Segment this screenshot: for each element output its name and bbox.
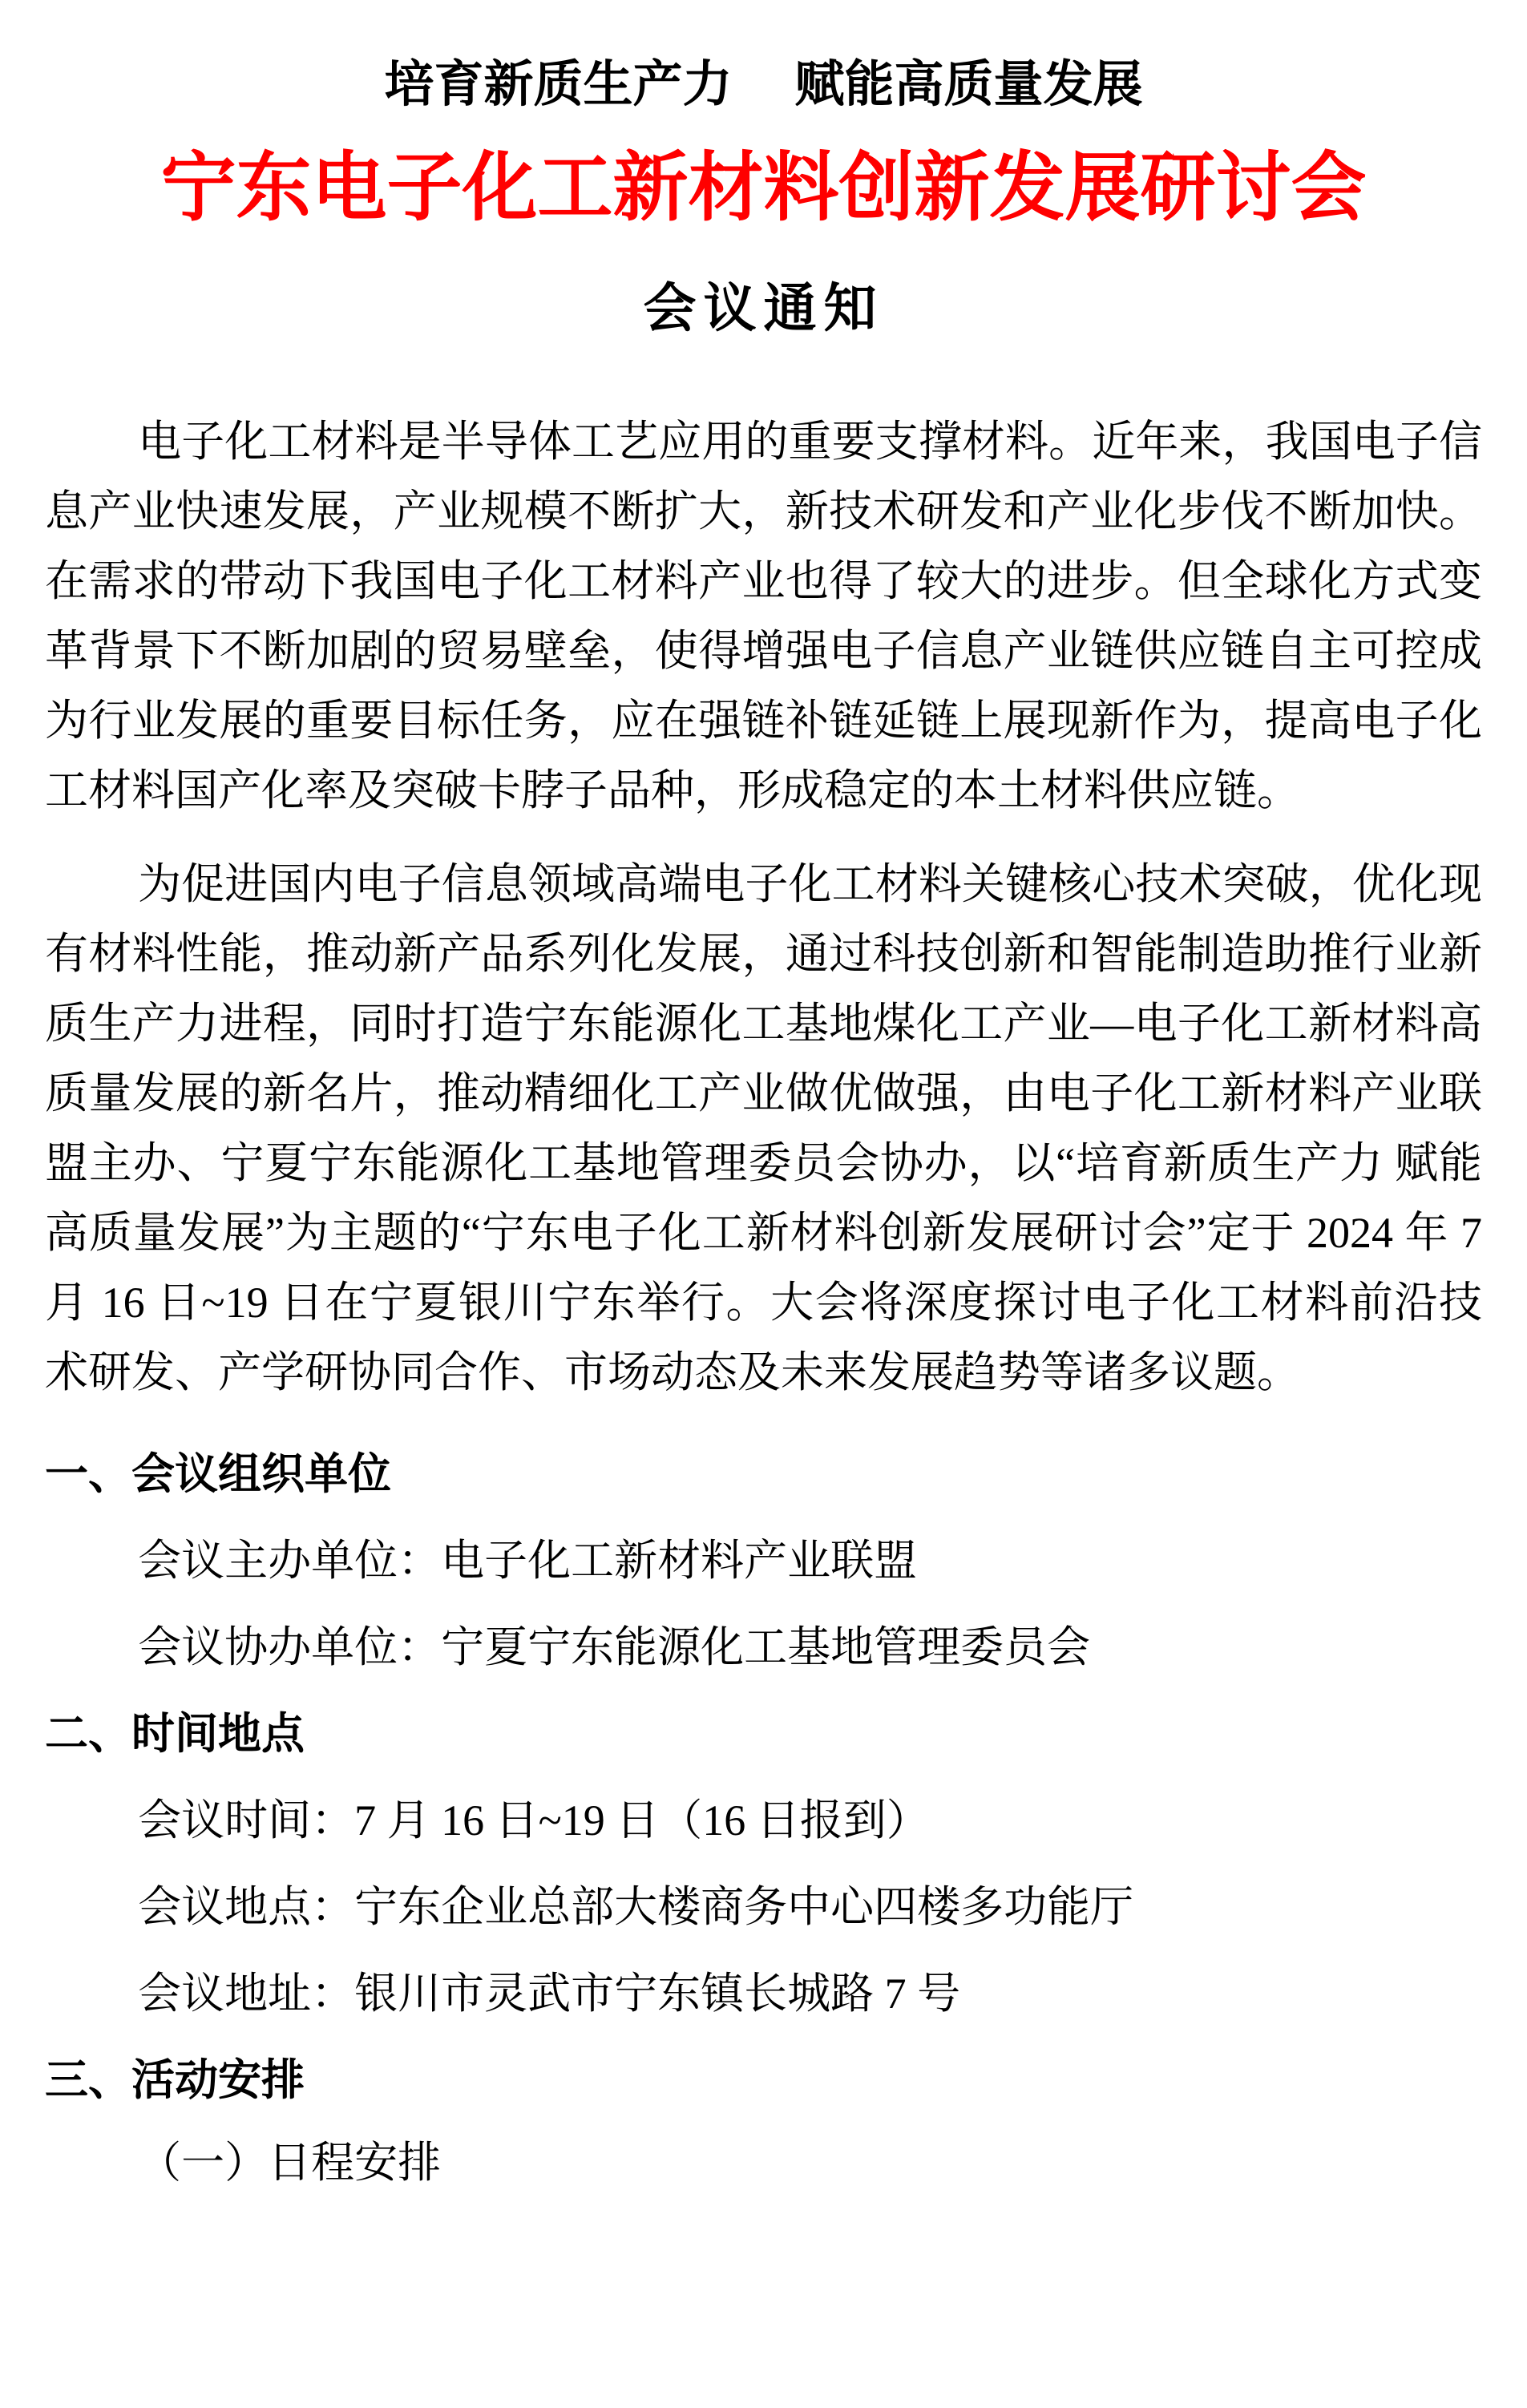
banner-slogan xyxy=(45,59,1482,111)
section-heading-organizers: 一、会议组织单位 xyxy=(45,1450,391,1499)
schedule-subheading: （一）日程安排 xyxy=(138,2139,442,2188)
organizer-host-line: 会议主办单位：电子化工新材料产业联盟 xyxy=(138,1537,918,1586)
meeting-address-line: 会议地址：银川市灵武市宁东镇长城路 7 号 xyxy=(138,1970,961,2018)
section-heading-time-place: 二、时间地点 xyxy=(45,1710,305,1759)
organizer-cohost-line: 会议协办单位：宁夏宁东能源化工基地管理委员会 xyxy=(138,1623,1091,1672)
main-title: 宁东电子化工新材料创新发展研讨会 xyxy=(160,147,1367,231)
banner-slogan-part1: 培育新质生产力 xyxy=(384,57,733,112)
notice-subtitle: 会议通知 xyxy=(643,279,884,338)
meeting-time-line: 会议时间：7 月 16 日~19 日（16 日报到） xyxy=(138,1796,930,1845)
intro-paragraph-2: 为促进国内电子信息领域高端电子化工材料关键核心技术突破，优化现有材料性能，推动新产品系列化发展，通过科技创新和智能制造助推行业新质生产力进程，同时打造宁东能源化工基地煤化工产业—电子化工新材料高质量发展的新名片，推动精细化工产业做优做强，由电子化工新材料产业联盟主办、宁夏宁东能源化工基地管理委员会协办，以“培育新质生产力 赋能高质量发展”为主题的“宁东电子化工新材料创新发展研讨会”定于 2024 年 7 月 16 日~19 日在宁夏银川宁东举行。大会将深度探讨电子化工材料前沿技术研发、产学研协同合作、市场动态及未来发展趋势等诸多议题。 xyxy=(45,860,1482,1397)
section-heading-activities: 三、活动安排 xyxy=(45,2056,305,2105)
intro-paragraph-1: 电子化工材料是半导体工艺应用的重要支撑材料。近年来，我国电子信息产业快速发展，产业规模不断扩大，新技术研发和产业化步伐不断加快。在需求的带动下我国电子化工材料产业也得了较大的进步。但全球化方式变革背景下不断加剧的贸易壁垒，使得增强电子信息产业链供应链自主可控成为行业发展的重要目标任务，应在强链补链延链上展现新作为，提高电子化工材料国产化率及突破卡脖子品种，形成稳定的本土材料供应链。 xyxy=(45,418,1482,815)
banner-slogan-part2: 赋能高质量发展 xyxy=(794,57,1143,112)
meeting-venue-line: 会议地点：宁东企业总部大楼商务中心四楼多功能厅 xyxy=(138,1883,1134,1932)
